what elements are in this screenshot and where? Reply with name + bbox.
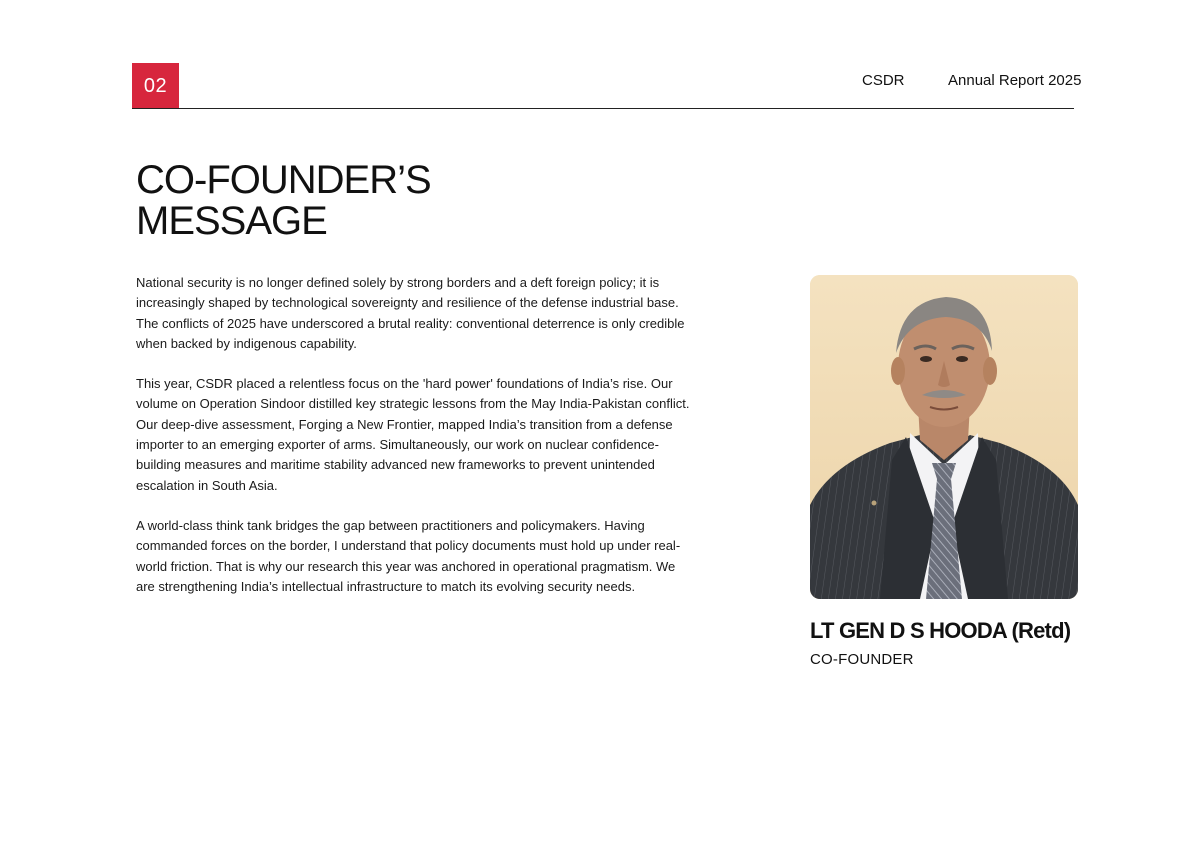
page-title [136, 160, 431, 242]
person-name: LT GEN D S HOODA (Retd) [810, 618, 1071, 643]
portrait-photo [810, 275, 1078, 599]
page-title-line-1: CO-FOUNDER’S [136, 158, 431, 202]
portrait-illustration [810, 275, 1078, 599]
header-divider [132, 108, 1074, 109]
message-body [136, 273, 696, 617]
header-report-title: Annual Report 2025 [948, 72, 1082, 89]
message-paragraph: National security is no longer defined solely by strong borders and a deft foreign policy; it is increasingly shaped by technological sovereignty and resilience of the defense industrial base. The conflicts of 2025 have underscored a brutal reality: conventional deterrence is only credible when backed by indigenous capability. [136, 275, 685, 351]
person-role: CO-FOUNDER [810, 651, 914, 668]
message-paragraph: A world-class think tank bridges the gap between practitioners and policymakers. Having commanded forces on the border, I understand that policy documents must hold up under real-world friction. That is why our research this year was anchored in operational pragmatism. We are strengthening India’s intellectual infrastructure to match its evolving security needs. [136, 517, 681, 594]
header-organization: CSDR [862, 72, 905, 89]
message-paragraph: This year, CSDR placed a relentless focus on the 'hard power' foundations of India’s rise. Our volume on Operation Sindoor distilled key strategic lessons from the May India-Pakistan conflict. Our deep-dive assessment, Forging a New Frontier, mapped India’s transition from a defense importer to an emerging exporter of arms. Simultaneously, our work on nuclear confidence-building measures and maritime stability advanced new frameworks to prevent unintended escalation in South Asia. [136, 376, 690, 493]
page-number-badge: 02 [132, 63, 179, 109]
page-title-line-2: MESSAGE [136, 199, 327, 243]
